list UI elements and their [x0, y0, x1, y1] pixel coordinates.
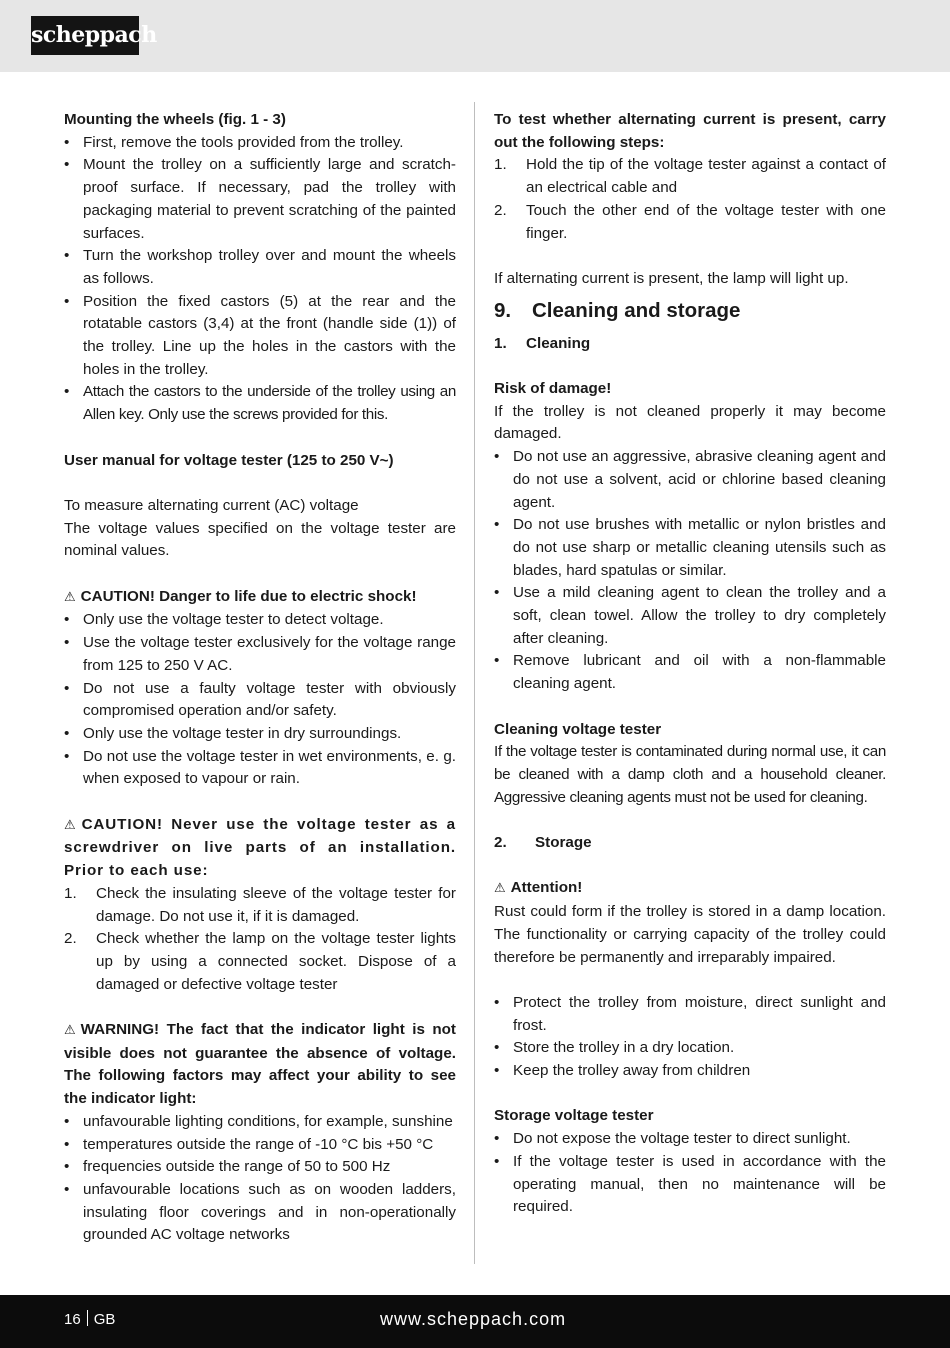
risk-heading: Risk of damage!: [494, 380, 612, 397]
caution-screwdriver-heading: ⚠ CAUTION! Never use the voltage tester as a screwdriver on live parts of an installation. Prior to each use:: [64, 815, 456, 880]
list-item: • Use a mild cleaning agent to clean the trolley and a soft, clean towel. Allow the trolley to dry completely after cleaning.: [494, 582, 886, 650]
list-item: • Only use the voltage tester to detect voltage.: [64, 609, 456, 632]
attention-text: Rust could form if the trolley is stored in a damp location. The functionality or carrying capacity of the trolley could therefore be permanently and irreparably impaired.: [494, 903, 886, 966]
warning-triangle-icon: ⚠: [64, 589, 76, 605]
caution-shock-list: [64, 609, 456, 791]
list-item: • frequencies outside the range of 50 to 500 Hz: [64, 1156, 456, 1179]
warning-triangle-icon: ⚠: [64, 817, 77, 833]
caution-shock-heading: ⚠ CAUTION! Danger to life due to electric shock!: [64, 586, 456, 610]
list-item: • Position the fixed castors (5) at the rear and the rotatable castors (3,4) at the front (handle side (1)) of the trolley. Line up the holes in the castors with the holes in the trolley.: [64, 291, 456, 382]
tester-cleaning-text: If the voltage tester is contaminated during normal use, it can be cleaned with a damp cloth and a household cleaner. Aggressive cleaning agents must not be used for cleaning.: [494, 743, 886, 806]
list-item: • Attach the castors to the underside of the trolley using an Allen key. Only use the screws provided for this.: [64, 381, 456, 426]
warning-triangle-icon: ⚠: [494, 881, 506, 897]
list-item: • Remove lubricant and oil with a non-flammable cleaning agent.: [494, 650, 886, 695]
cleaning-list: [494, 446, 886, 696]
list-item: • First, remove the tools provided from the trolley.: [64, 132, 456, 155]
warning-heading: ⚠ WARNING! The fact that the indicator light is not visible does not guarantee the absence of voltage. The following factors may affect your ability to see the indicator light:: [64, 1021, 456, 1108]
column-divider: [474, 102, 475, 1264]
list-item: 2. Check whether the lamp on the voltage tester lights up by using a connected socket. Dispose of a damaged or defective voltage tester: [64, 930, 456, 993]
page-number: 16 GB: [64, 1311, 116, 1328]
list-item: • Only use the voltage tester in dry surroundings.: [64, 723, 456, 746]
ac-test-heading: To test whether alternating current is present, carry out the following steps:: [494, 111, 886, 151]
mounting-heading: Mounting the wheels (fig. 1 - 3): [64, 111, 286, 128]
list-item: • Do not use brushes with metallic or nylon bristles and do not use sharp or metallic cleaning utensils such as blades, hard spatulas or similar.: [494, 514, 886, 582]
page-header: [0, 0, 950, 72]
warning-triangle-icon: ⚠: [64, 1023, 76, 1039]
separator: [87, 1310, 88, 1326]
check-steps: [64, 883, 456, 997]
list-item: • If the voltage tester is used in accordance with the operating manual, then no maintenance will be required.: [494, 1151, 886, 1219]
list-item: • Do not use an aggressive, abrasive cleaning agent and do not use a solvent, acid or chlorine based cleaning agent.: [494, 446, 886, 514]
mounting-list: [64, 132, 456, 427]
list-item: • Protect the trolley from moisture, direct sunlight and frost.: [494, 992, 886, 1037]
list-item: • unfavourable lighting conditions, for example, sunshine: [64, 1111, 456, 1134]
list-item: • Mount the trolley on a sufficiently large and scratch-proof surface. If necessary, pad the trolley with packaging material to prevent scratching of the painted surfaces.: [64, 154, 456, 245]
list-item: • unfavourable locations such as on wooden ladders, insulating floor coverings and in non-operationally grounded AC voltage networks: [64, 1179, 456, 1247]
list-item: • Do not expose the voltage tester to direct sunlight.: [494, 1128, 886, 1151]
right-column: [494, 109, 886, 1219]
list-item: • Keep the trolley away from children: [494, 1060, 886, 1083]
tester-cleaning-heading: Cleaning voltage tester: [494, 720, 662, 738]
attention-heading: ⚠ Attention!: [494, 877, 886, 901]
storage-subheading: 2. Storage: [494, 834, 592, 852]
list-item: • Do not use the voltage tester in wet environments, e. g. when exposed to vapour or rain.: [64, 746, 456, 791]
list-item: • Do not use a faulty voltage tester with obviously compromised operation and/or safety.: [64, 678, 456, 723]
tester-storage-heading: Storage voltage tester: [494, 1107, 654, 1125]
section-heading: 9. Cleaning and storage: [494, 298, 741, 322]
list-item: 1. Hold the tip of the voltage tester against a contact of an electrical cable and: [494, 156, 886, 197]
list-item: 1. Check the insulating sleeve of the voltage tester for damage. Do not use it, if it is damaged.: [64, 884, 456, 925]
risk-text: If the trolley is not cleaned properly it may become damaged.: [494, 402, 886, 443]
brand-logo: scheppach: [31, 16, 139, 55]
tester-storage-list: [494, 1128, 886, 1219]
list-item: • Turn the workshop trolley over and mount the wheels as follows.: [64, 245, 456, 290]
warning-list: [64, 1111, 456, 1247]
left-column: [64, 109, 456, 1247]
cleaning-subheading: 1. Cleaning: [494, 334, 591, 352]
measure-line: To measure alternating current (AC) voltage: [64, 496, 359, 514]
list-item: 2. Touch the other end of the voltage tester with one finger.: [494, 201, 886, 242]
website-link[interactable]: www.scheppach.com: [380, 1309, 567, 1329]
nominal-text: The voltage values specified on the voltage tester are nominal values.: [64, 519, 456, 560]
storage-list: [494, 992, 886, 1083]
list-item: • Use the voltage tester exclusively for the voltage range from 125 to 250 V AC.: [64, 632, 456, 677]
list-item: • Store the trolley in a dry location.: [494, 1037, 886, 1060]
manual-heading: User manual for voltage tester (125 to 250 V~): [64, 451, 394, 469]
list-item: • temperatures outside the range of -10 °C bis +50 °C: [64, 1134, 456, 1157]
ac-test-steps: [494, 154, 886, 245]
page-footer: [0, 1295, 950, 1348]
ac-result-text: If alternating current is present, the lamp will light up.: [494, 269, 849, 287]
